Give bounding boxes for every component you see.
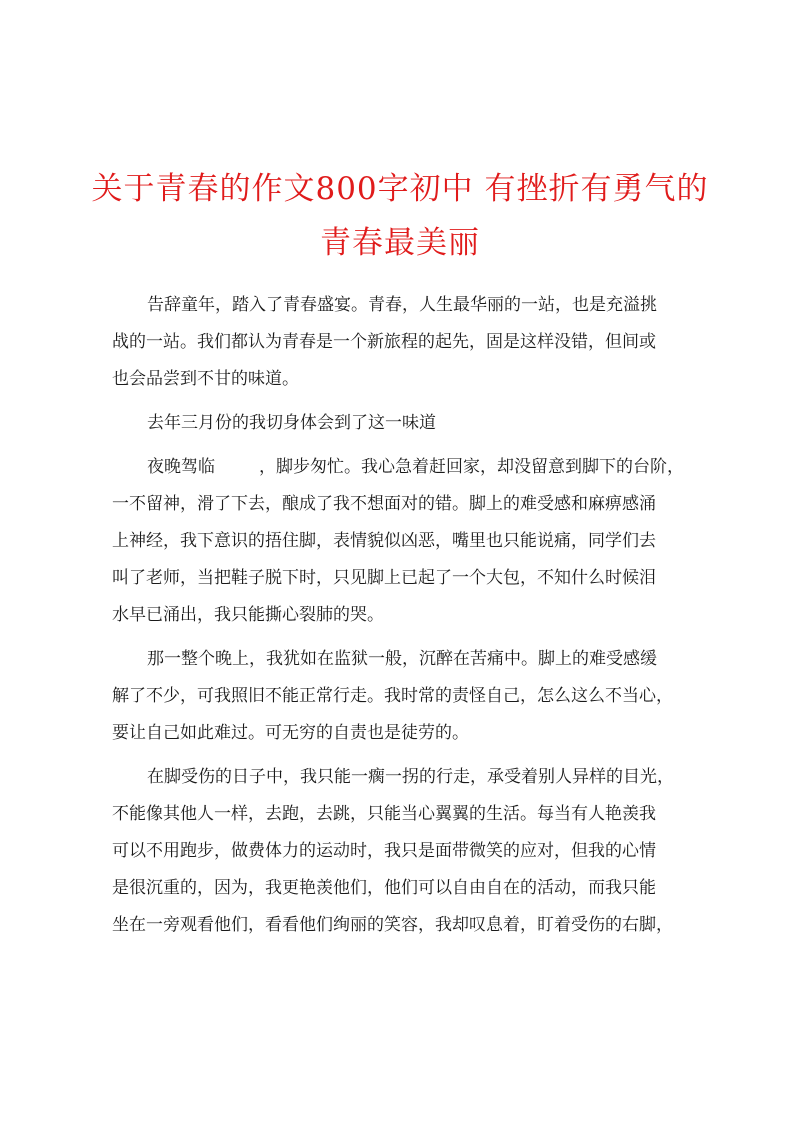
text-fragment: 夜晚驾临: [147, 457, 215, 477]
text-line: 坐在一旁观看他们，看看他们绚丽的笑容，我却叹息着，盯着受伤的右脚，: [112, 915, 673, 935]
paragraph-5: [112, 759, 698, 944]
text-line: [112, 449, 698, 486]
text-line: 水早已涌出，我只能撕心裂肺的哭。: [112, 605, 384, 625]
text-line: 战的一站。我们都认为青春是一个新旅程的起先，固是这样没错，但间或: [112, 332, 656, 352]
document-title: [60, 162, 740, 270]
title-line-1: 关于青春的作文800字初中 有挫折有勇气的: [91, 171, 709, 207]
text-line: 告辞童年，踏入了青春盛宴。青春，人生最华丽的一站，也是充溢挑: [147, 295, 657, 315]
text-line: 在脚受伤的日子中，我只能一瘸一拐的行走，承受着别人异样的目光，: [147, 767, 674, 787]
text-line: 一不留神，滑了下去，酿成了我不想面对的错。脚上的难受感和麻痹感涌: [112, 494, 656, 514]
text-line: 去年三月份的我切身体会到了这一味道: [147, 413, 436, 433]
text-line: 上神经，我下意识的捂住脚，表情貌似凶恶，嘴里也只能说痛，同学们去: [112, 531, 656, 551]
title-line-2: 青春最美丽: [320, 225, 480, 261]
text-line: 可以不用跑步，做费体力的运动时，我只是面带微笑的应对，但我的心情: [112, 841, 656, 861]
paragraph-1: [112, 287, 698, 398]
paragraph-4: [112, 641, 698, 752]
paragraph-3: [112, 449, 698, 634]
text-line: 叫了老师，当把鞋子脱下时，只见脚上已起了一个大包，不知什么时候泪: [112, 568, 656, 588]
paragraph-2: [112, 405, 698, 442]
text-line: 是很沉重的，因为，我更艳羡他们，他们可以自由自在的活动，而我只能: [112, 878, 656, 898]
text-fragment: ，脚步匆忙。我心急着赶回家，却没留意到脚下的台阶，: [259, 457, 684, 477]
text-line: 也会品尝到不甘的味道。: [112, 369, 299, 389]
text-line: 要让自己如此难过。可无穷的自责也是徒劳的。: [112, 723, 469, 743]
article-body: [112, 287, 698, 951]
text-line: 不能像其他人一样，去跑，去跳，只能当心翼翼的生活。每当有人艳羡我: [112, 804, 656, 824]
text-line: 那一整个晚上，我犹如在监狱一般，沉醉在苦痛中。脚上的难受感缓: [147, 649, 657, 669]
text-line: 解了不少，可我照旧不能正常行走。我时常的责怪自己，怎么这么不当心，: [112, 686, 673, 706]
